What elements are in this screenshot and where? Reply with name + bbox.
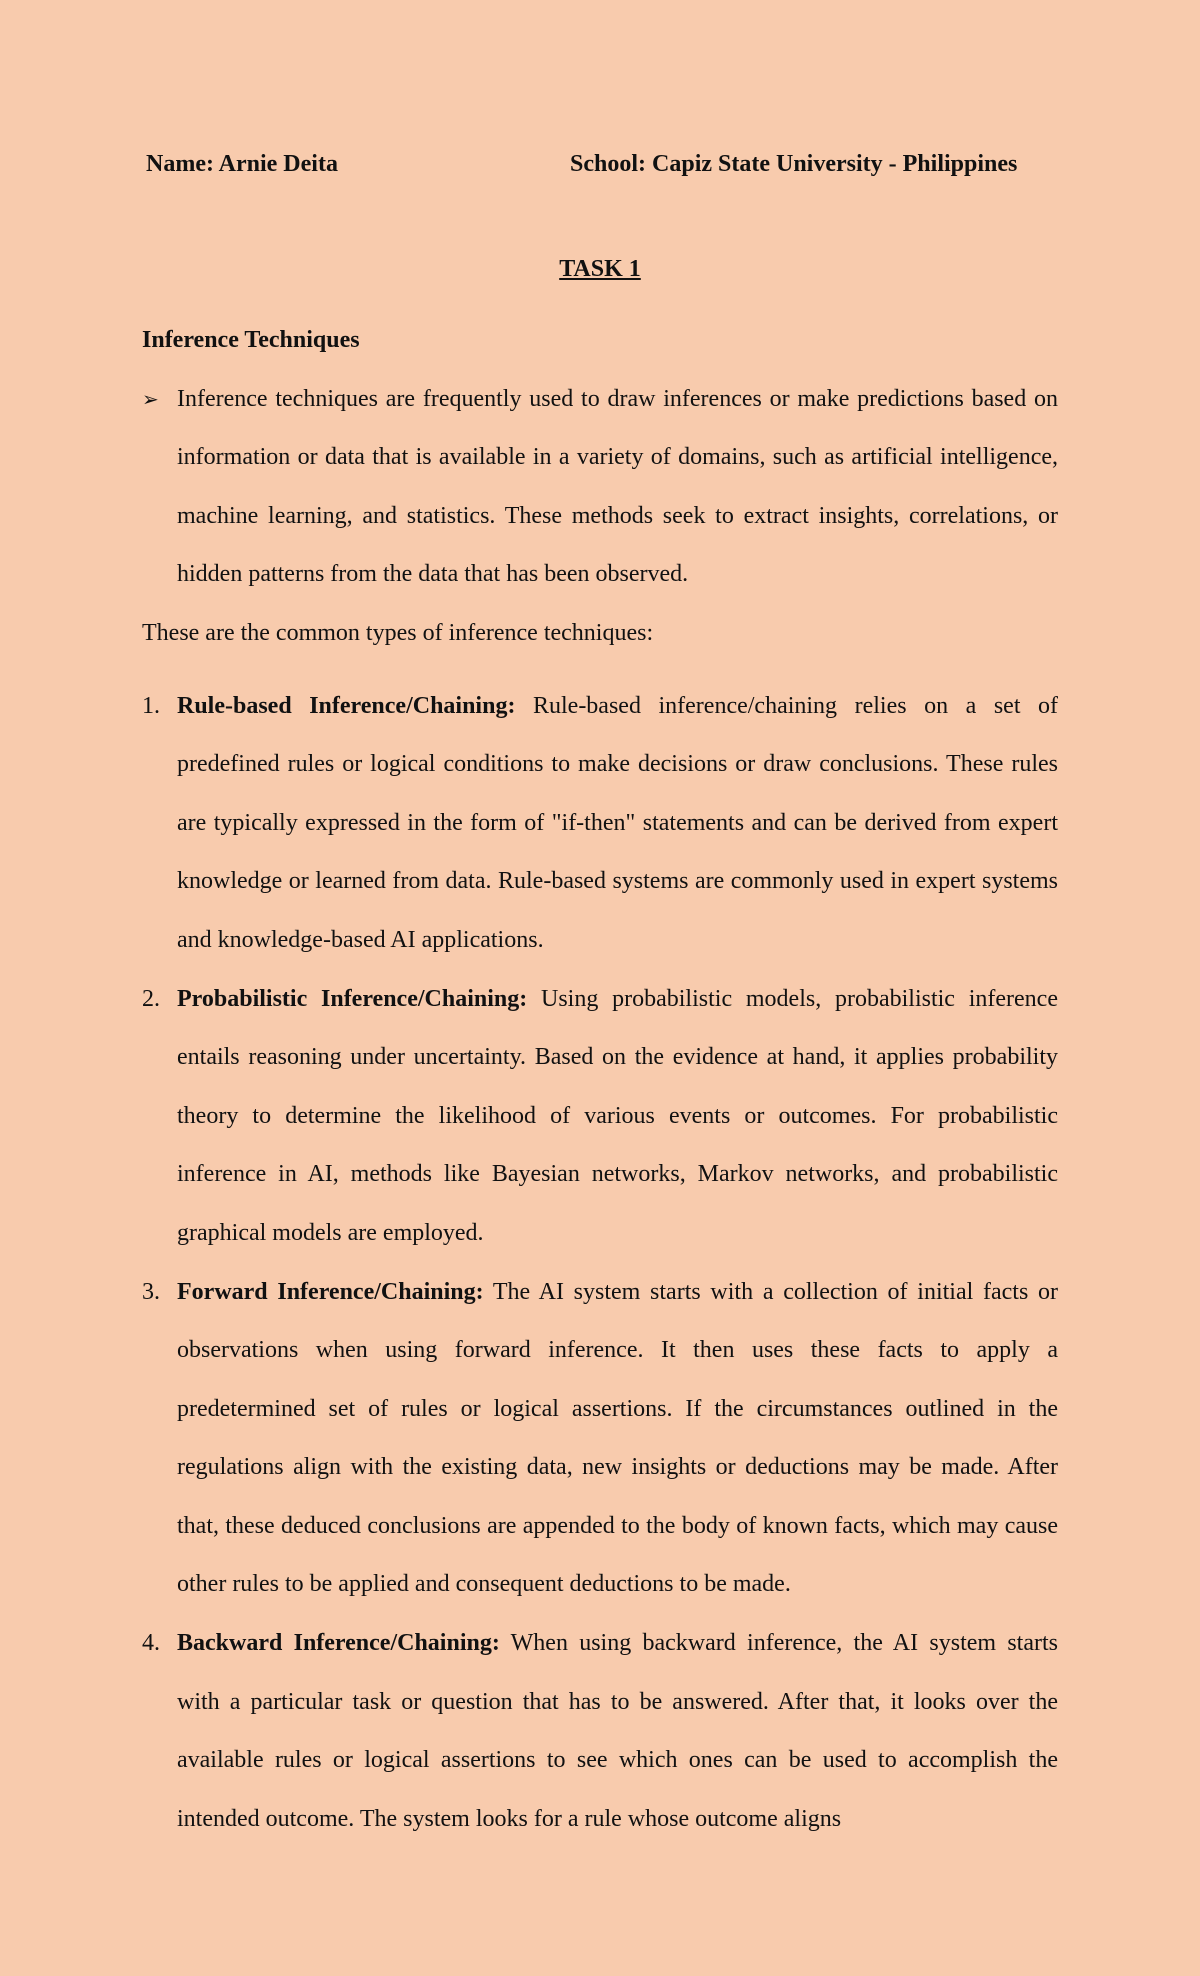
bullet-text: Inference techniques are frequently used to draw inferences or make predictions based on information or data that is available in a variety of domains, such as artificial intelligence, machine learning, and statistics. These methods seek to extract insights, correlations, or hidden patterns from the data that has been observed.: [177, 385, 1058, 588]
intro-line: These are the common types of inference techniques:: [142, 619, 654, 646]
list-item-term: Backward Inference/Chaining:: [177, 1630, 500, 1657]
list-item-rule-based: [142, 677, 1058, 970]
list-item-number: 2.: [142, 985, 160, 1012]
task-title: TASK 1: [559, 256, 641, 282]
school-name: School: Capiz State University - Philippines: [570, 151, 1018, 177]
list-item-text: Using probabilistic models, probabilistic inference entails reasoning under uncertainty. Based on the evidence at hand, it applies probability theory to determine the likelihood of various events or outcomes. For probabilistic inference in AI, methods like Bayesian networks, Markov networks, and probabilistic graphical models are employed.: [177, 985, 1058, 1246]
inference-types-list: [142, 677, 1058, 1849]
list-item-number: 4.: [142, 1630, 160, 1657]
arrowhead-bullet-icon: ➢: [142, 386, 159, 411]
list-item-backward: [142, 1614, 1058, 1848]
list-item-number: 3.: [142, 1278, 160, 1305]
bullet-paragraph: [142, 370, 1058, 604]
section-heading: Inference Techniques: [142, 327, 360, 353]
list-item-text: When using backward inference, the AI system starts with a particular task or question that has to be answered. After that, it looks over the available rules or logical assertions to see which ones can be used to accomplish the intended outcome. The system looks for a rule whose outcome aligns: [177, 1630, 1058, 1832]
list-item-number: 1.: [142, 692, 160, 719]
list-item-probabilistic: [142, 970, 1058, 1263]
list-item-term: Probabilistic Inference/Chaining:: [177, 985, 528, 1012]
list-item-term: Rule-based Inference/Chaining:: [177, 692, 516, 719]
list-item-term: Forward Inference/Chaining:: [177, 1278, 484, 1305]
author-name: Name: Arnie Deita: [146, 151, 338, 177]
list-item-forward: [142, 1263, 1058, 1615]
list-item-text: The AI system starts with a collection of initial facts or observations when using forward inference. It then uses these facts to apply a predetermined set of rules or logical assertions. If the circumstances outlined in the regulations align with the existing data, new insights or deductions may be made. After that, these deduced conclusions are appended to the body of known facts, which may cause other rules to be applied and consequent deductions to be made.: [177, 1278, 1059, 1598]
list-item-text: Rule-based inference/chaining relies on a set of predefined rules or logical conditions to make decisions or draw conclusions. These rules are typically expressed in the form of "if-then" statements and can be derived from expert knowledge or learned from data. Rule-based systems are commonly used in expert systems and knowledge-based AI applications.: [177, 692, 1059, 953]
document-body: [142, 311, 1058, 1848]
